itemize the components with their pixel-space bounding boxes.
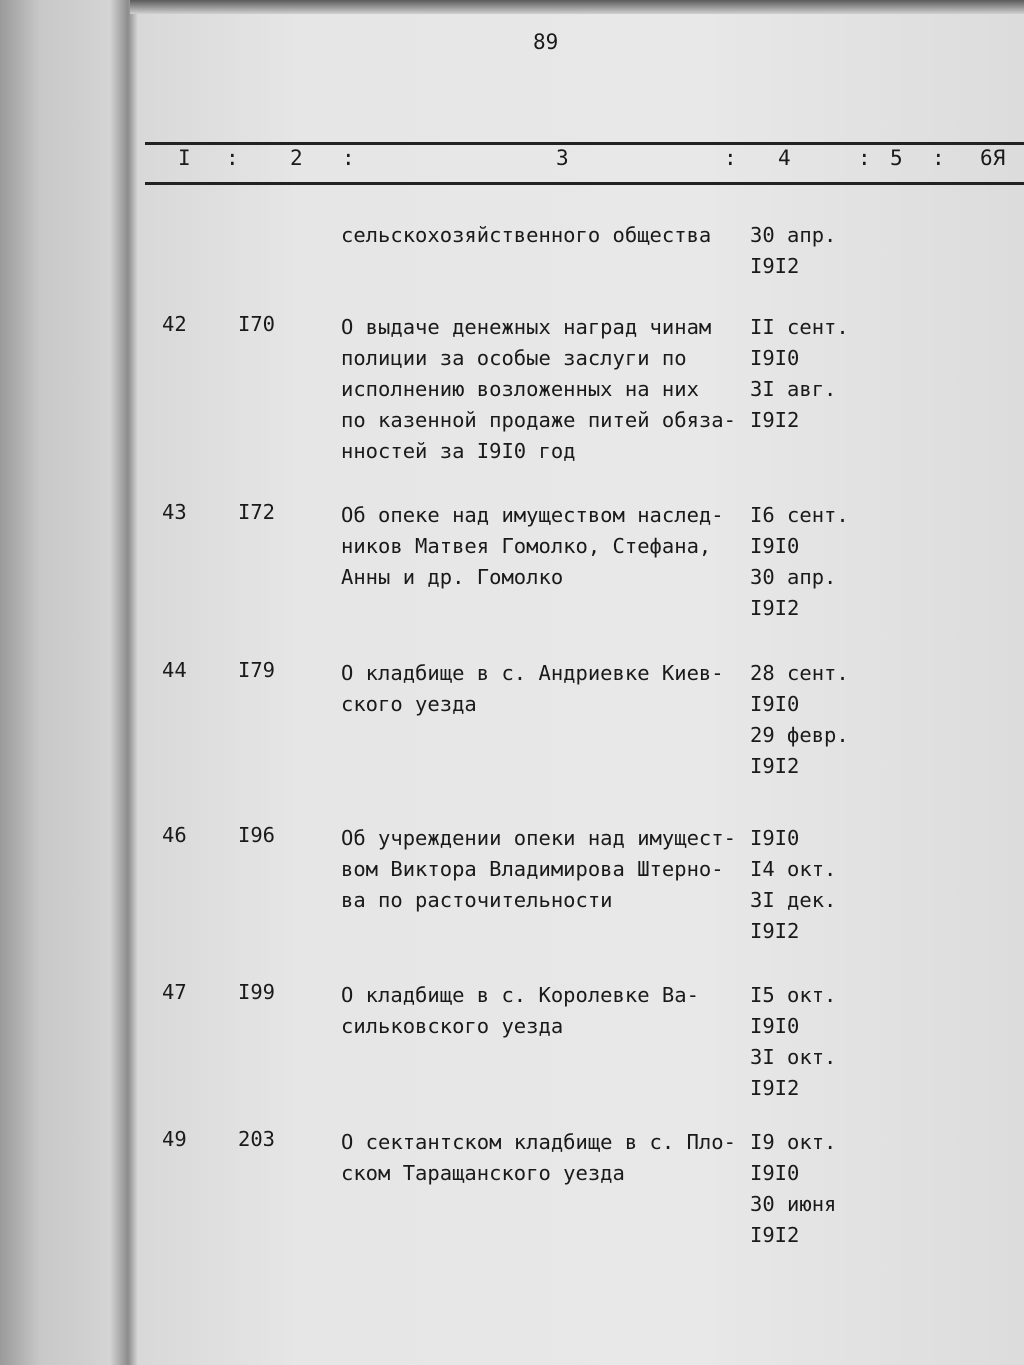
header-top-rule	[145, 142, 1024, 145]
file-number: I99	[238, 980, 276, 1004]
date-line: I6 сент.	[750, 503, 849, 527]
description-line: Об опеке над имуществом наслед-	[341, 503, 724, 527]
header-col3: 3	[556, 146, 569, 170]
row-number: 44	[162, 658, 187, 682]
file-number: I70	[238, 312, 276, 336]
date-line: 28 сент.	[750, 661, 849, 685]
header-bottom-rule	[145, 182, 1024, 185]
date-line: I9I0	[750, 692, 800, 716]
dates	[750, 980, 836, 1104]
date-line: I9I2	[750, 254, 800, 278]
description-line: ников Матвея Гомолко, Стефана,	[341, 534, 712, 558]
dates	[750, 312, 849, 436]
header-sep: :	[342, 146, 355, 170]
description-line: исполнению возложенных на них	[341, 377, 699, 401]
description-line: ва по расточительности	[341, 888, 613, 912]
date-line: I9I0	[750, 346, 800, 370]
header-sep: :	[932, 146, 945, 170]
file-number: I79	[238, 658, 276, 682]
row-number: 46	[162, 823, 187, 847]
description-line: ском Таращанского уезда	[341, 1161, 625, 1185]
date-line: I9I0	[750, 1014, 800, 1038]
date-line: I9I2	[750, 596, 800, 620]
description-line: сельскохозяйственного общества	[341, 223, 712, 247]
date-line: I9I0	[750, 826, 800, 850]
row-number: 47	[162, 980, 187, 1004]
row-number: 49	[162, 1127, 187, 1151]
description-line: полиции за особые заслуги по	[341, 346, 687, 370]
page-number: 89	[533, 30, 559, 54]
date-line: I9I0	[750, 1161, 800, 1185]
dates	[750, 220, 836, 282]
description	[341, 658, 724, 720]
header-col2: 2	[290, 146, 303, 170]
description-line: О кладбище в с. Королевке Ва-	[341, 983, 699, 1007]
dates	[750, 658, 849, 782]
date-line: 30 апр.	[750, 223, 837, 247]
description-line: ского уезда	[341, 692, 477, 716]
description	[341, 500, 724, 593]
description	[341, 1127, 736, 1189]
description-line: О кладбище в с. Андриевке Киев-	[341, 661, 724, 685]
date-line: I4 окт.	[750, 857, 837, 881]
description-line: Анны и др. Гомолко	[341, 565, 564, 589]
file-number: I72	[238, 500, 276, 524]
description-line: сильковского уезда	[341, 1014, 564, 1038]
date-line: I9I2	[750, 408, 800, 432]
file-number: I96	[238, 823, 276, 847]
header-sep: :	[724, 146, 737, 170]
description-line: Об учреждении опеки над имущест-	[341, 826, 736, 850]
header-col5: 5	[890, 146, 903, 170]
date-line: I9I2	[750, 1076, 800, 1100]
date-line: II сент.	[750, 315, 849, 339]
description-line: нностей за I9I0 год	[341, 439, 576, 463]
date-line: I9I2	[750, 754, 800, 778]
file-number: 203	[238, 1127, 276, 1151]
header-sep: :	[858, 146, 871, 170]
description	[341, 823, 736, 916]
date-line: I5 окт.	[750, 983, 837, 1007]
description-line: О выдаче денежных наград чинам	[341, 315, 712, 339]
header-sep: :	[226, 146, 239, 170]
date-line: I9I0	[750, 534, 800, 558]
description	[341, 312, 736, 467]
description-line: О сектантском кладбище в с. Пло-	[341, 1130, 736, 1154]
date-line: I9 окт.	[750, 1130, 837, 1154]
date-line: I9I2	[750, 919, 800, 943]
description-line: вом Виктора Владимирова Штерно-	[341, 857, 724, 881]
header-col4: 4	[778, 146, 791, 170]
date-line: 3I авг.	[750, 377, 837, 401]
description-line: по казенной продаже питей обяза-	[341, 408, 736, 432]
header-col1: I	[178, 146, 191, 170]
description	[341, 220, 711, 251]
date-line: 3I дек.	[750, 888, 837, 912]
row-number: 42	[162, 312, 187, 336]
date-line: 30 апр.	[750, 565, 837, 589]
header-col6: 6Я	[980, 146, 1006, 170]
date-line: 3I окт.	[750, 1045, 837, 1069]
dates	[750, 1127, 836, 1251]
dates	[750, 500, 849, 624]
description	[341, 980, 699, 1042]
date-line: I9I2	[750, 1223, 800, 1247]
dates	[750, 823, 836, 947]
page-edge-shadow	[130, 0, 1024, 14]
date-line: 29 февр.	[750, 723, 849, 747]
date-line: 30 июня	[750, 1192, 837, 1216]
row-number: 43	[162, 500, 187, 524]
